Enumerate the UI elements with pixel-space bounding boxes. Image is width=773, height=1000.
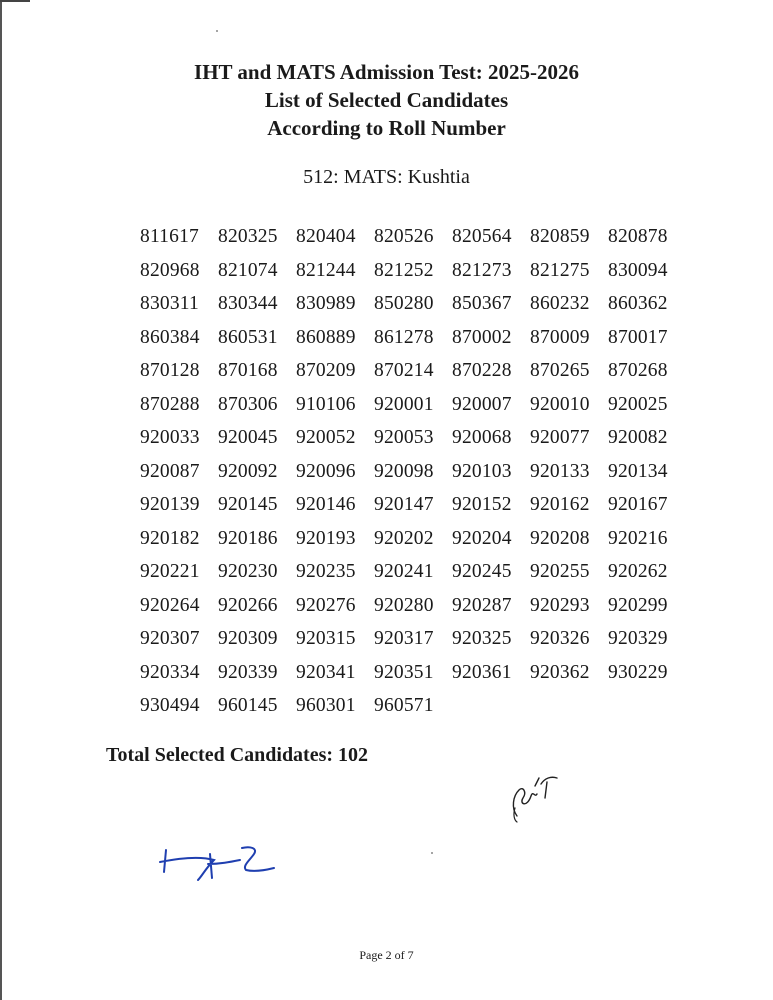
roll-number: 920235: [296, 561, 356, 582]
roll-number: 870214: [374, 360, 434, 381]
roll-number: 920315: [296, 628, 356, 649]
roll-number: 920341: [296, 661, 356, 683]
roll-number: 870209: [296, 360, 356, 381]
roll-number: 920077: [530, 427, 590, 448]
roll-number: 870306: [218, 393, 278, 415]
roll-number: 820859: [530, 226, 590, 247]
roll-number: 870017: [608, 326, 668, 348]
roll-number: 920307: [140, 628, 200, 649]
total-selected: Total Selected Candidates: 102: [106, 744, 369, 766]
page-subtitle-sort: According to Roll Number: [267, 116, 506, 140]
roll-number: 920152: [452, 494, 512, 515]
roll-number: 920202: [374, 527, 434, 549]
roll-number: 830094: [608, 259, 668, 281]
roll-number: 920309: [218, 628, 278, 649]
page-title: IHT and MATS Admission Test: 2025-2026: [194, 60, 579, 84]
roll-number: 870009: [530, 326, 590, 348]
roll-number: 870002: [452, 326, 512, 348]
roll-number: 920193: [296, 527, 356, 549]
roll-number: 920082: [608, 427, 668, 448]
roll-number: 920276: [296, 594, 356, 616]
roll-number: 820526: [374, 226, 434, 247]
roll-number: 860232: [530, 293, 590, 314]
roll-number: 920133: [530, 460, 590, 482]
document-header: [0, 58, 773, 142]
roll-number: 920287: [452, 594, 512, 616]
roll-number: 920299: [608, 594, 668, 616]
roll-number: 920317: [374, 628, 434, 649]
roll-number: 870168: [218, 360, 278, 381]
roll-number: 920146: [296, 494, 356, 515]
scan-edge-top: [0, 0, 30, 2]
roll-number: 870228: [452, 360, 512, 381]
roll-number: 920266: [218, 594, 278, 616]
roll-number: 920241: [374, 561, 434, 582]
exam-center-name: 512: MATS: Kushtia: [303, 166, 470, 188]
roll-number: 821252: [374, 259, 434, 281]
roll-number: 920182: [140, 527, 200, 549]
roll-number: 920326: [530, 628, 590, 649]
roll-number: 861278: [374, 326, 434, 348]
roll-number: 920264: [140, 594, 200, 616]
roll-number: 850367: [452, 293, 512, 314]
roll-number: 850280: [374, 293, 434, 314]
roll-number: 930494: [140, 695, 200, 716]
roll-number: 860362: [608, 293, 668, 314]
roll-number: 820325: [218, 226, 278, 247]
page-number: Page 2 of 7: [359, 948, 414, 962]
roll-number: 920025: [608, 393, 668, 415]
roll-number: 920325: [452, 628, 512, 649]
roll-number: 920010: [530, 393, 590, 415]
roll-number-grid: [140, 226, 686, 729]
roll-number: 870265: [530, 360, 590, 381]
roll-number: 920245: [452, 561, 512, 582]
roll-number: 821275: [530, 259, 590, 281]
roll-number: 910106: [296, 393, 356, 415]
roll-number: 920208: [530, 527, 590, 549]
page-subtitle: List of Selected Candidates: [264, 88, 509, 112]
roll-number: 920186: [218, 527, 278, 549]
roll-number: 830989: [296, 293, 356, 314]
roll-number: 920134: [608, 460, 668, 482]
roll-number: 960145: [218, 695, 278, 716]
roll-number: 920334: [140, 661, 200, 683]
roll-number: 821074: [218, 259, 278, 281]
roll-number: 920280: [374, 594, 434, 616]
roll-number: 821273: [452, 259, 512, 281]
scan-edge: [0, 0, 2, 1000]
scan-speck: [216, 30, 218, 32]
roll-number: 920139: [140, 494, 200, 515]
roll-number: 920339: [218, 661, 278, 683]
roll-number: 920262: [608, 561, 668, 582]
roll-number: 830311: [140, 293, 199, 314]
roll-number: 920255: [530, 561, 590, 582]
roll-number: 960571: [374, 695, 434, 716]
roll-number: 920098: [374, 460, 434, 482]
roll-number: 920103: [452, 460, 512, 482]
roll-number: 920329: [608, 628, 668, 649]
roll-number: 920293: [530, 594, 590, 616]
roll-number: 811617: [140, 226, 199, 247]
roll-number: 820564: [452, 226, 512, 247]
roll-number: 920001: [374, 393, 434, 415]
roll-number: 920221: [140, 561, 200, 582]
roll-number: 920053: [374, 427, 434, 448]
roll-number: 870128: [140, 360, 200, 381]
roll-number: 920167: [608, 494, 668, 515]
roll-number: 920087: [140, 460, 200, 482]
roll-number: 920204: [452, 527, 512, 549]
roll-number: 920216: [608, 527, 668, 549]
roll-number: 920162: [530, 494, 590, 515]
roll-number: 920147: [374, 494, 434, 515]
roll-number: 920362: [530, 661, 590, 683]
roll-number: 860889: [296, 326, 356, 348]
roll-number: 920033: [140, 427, 200, 448]
handwritten-initials-signature: [505, 768, 565, 823]
roll-number: 920351: [374, 661, 434, 683]
roll-number: 820404: [296, 226, 356, 247]
roll-number: 830344: [218, 293, 278, 314]
roll-number: 920007: [452, 393, 512, 415]
roll-number: 920068: [452, 427, 512, 448]
roll-number: 820878: [608, 226, 668, 247]
roll-number: 920045: [218, 427, 278, 448]
scan-speck: [431, 852, 433, 854]
roll-number: 860384: [140, 326, 200, 348]
roll-number: 820968: [140, 259, 200, 281]
roll-number: 960301: [296, 695, 356, 716]
handwritten-signature: [150, 838, 280, 883]
roll-number: 860531: [218, 326, 278, 348]
roll-number: 870268: [608, 360, 668, 381]
roll-number: 870288: [140, 393, 200, 415]
roll-number: 930229: [608, 661, 668, 683]
roll-number: 920052: [296, 427, 356, 448]
roll-number: 920145: [218, 494, 278, 515]
roll-number: 821244: [296, 259, 356, 281]
roll-number: 920361: [452, 661, 512, 683]
roll-number: 920230: [218, 561, 278, 582]
roll-number: 920092: [218, 460, 278, 482]
roll-number: 920096: [296, 460, 356, 482]
